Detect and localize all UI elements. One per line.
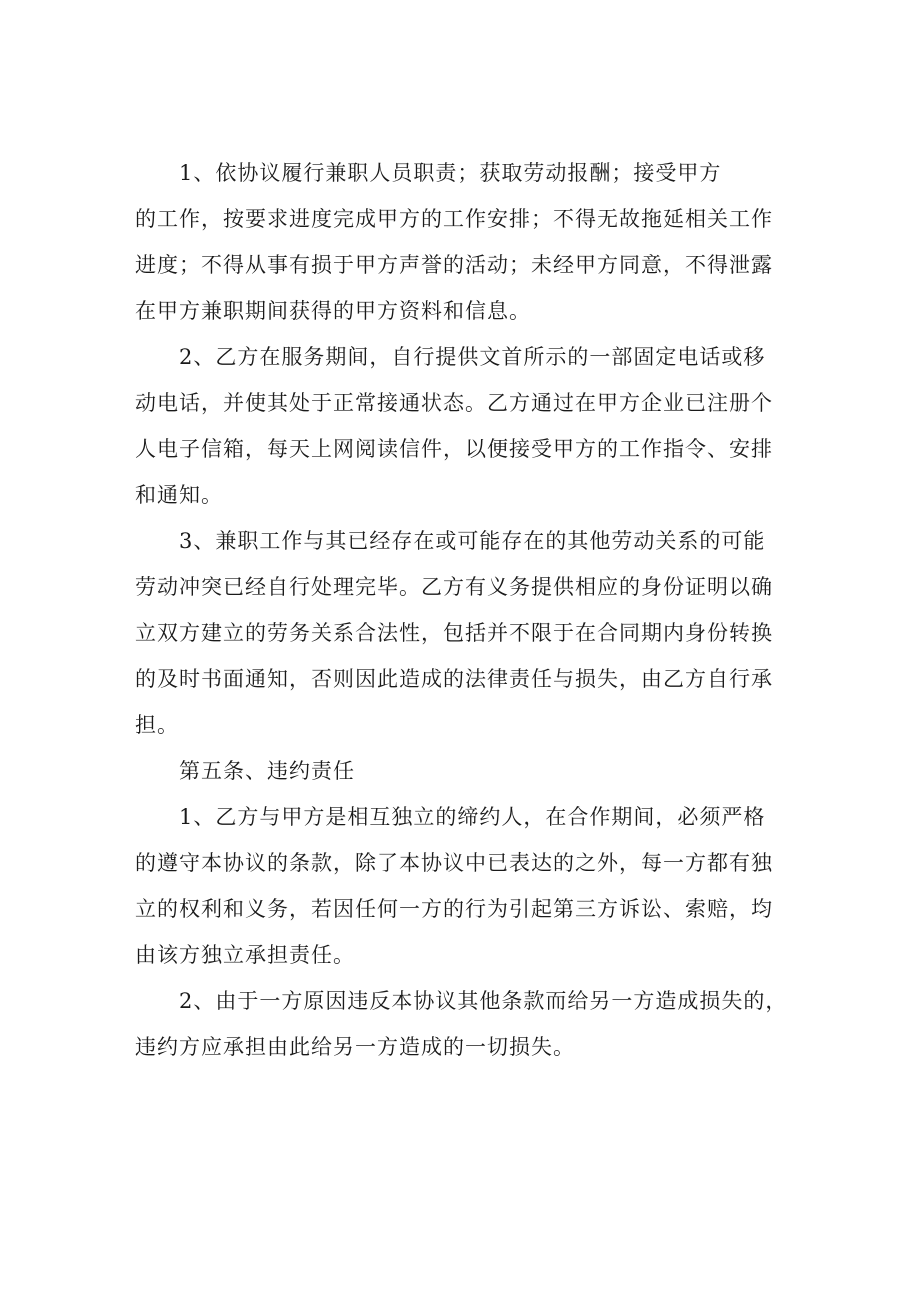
text-line: 2、乙方在服务期间，自行提供文首所示的一部固定电话或移 bbox=[179, 345, 766, 369]
text-line: 1、乙方与甲方是相互独立的缔约人，在合作期间，必须严格 bbox=[179, 805, 766, 829]
paragraph-obligation-1 bbox=[135, 150, 797, 334]
text-line: 进度；不得从事有损于甲方声誉的活动；未经甲方同意，不得泄露 bbox=[135, 253, 773, 277]
text-line: 立的权利和义务，若因任何一方的行为引起第三方诉讼、索赔，均 bbox=[135, 897, 773, 921]
text-line: 立双方建立的劳务关系合法性，包括并不限于在合同期内身份转换 bbox=[135, 621, 773, 645]
text-line: 的工作，按要求进度完成甲方的工作安排；不得无故拖延相关工作 bbox=[135, 207, 773, 231]
paragraph-obligation-3 bbox=[135, 518, 797, 748]
text-line: 的及时书面通知，否则因此造成的法律责任与损失，由乙方自行承 bbox=[135, 667, 773, 691]
text-line: 3、兼职工作与其已经存在或可能存在的其他劳动关系的可能 bbox=[179, 529, 766, 553]
text-line: 在甲方兼职期间获得的甲方资料和信息。 bbox=[135, 299, 531, 323]
text-line: 1、依协议履行兼职人员职责；获取劳动报酬；接受甲方 bbox=[179, 161, 722, 185]
paragraph-liability-1 bbox=[135, 794, 797, 978]
text-line: 的遵守本协议的条款，除了本协议中已表达的之外，每一方都有独 bbox=[135, 851, 773, 875]
text-line: 担。 bbox=[135, 713, 179, 737]
paragraph-obligation-2 bbox=[135, 334, 797, 518]
text-line: 违约方应承担由此给另一方造成的一切损失。 bbox=[135, 1035, 575, 1059]
text-line: 和通知。 bbox=[135, 483, 223, 507]
text-line: 动电话，并使其处于正常接通状态。乙方通过在甲方企业已注册个 bbox=[135, 391, 773, 415]
document-body bbox=[135, 150, 797, 1070]
paragraph-liability-2 bbox=[135, 978, 797, 1070]
text-line: 由该方独立承担责任。 bbox=[135, 943, 355, 967]
text-line: 人电子信箱，每天上网阅读信件，以便接受甲方的工作指令、安排 bbox=[135, 437, 773, 461]
text-line: 劳动冲突已经自行处理完毕。乙方有义务提供相应的身份证明以确 bbox=[135, 575, 773, 599]
section-heading-article-5: 第五条、违约责任 bbox=[179, 759, 355, 783]
text-line: 2、由于一方原因违反本协议其他条款而给另一方造成损失的， bbox=[179, 989, 788, 1013]
